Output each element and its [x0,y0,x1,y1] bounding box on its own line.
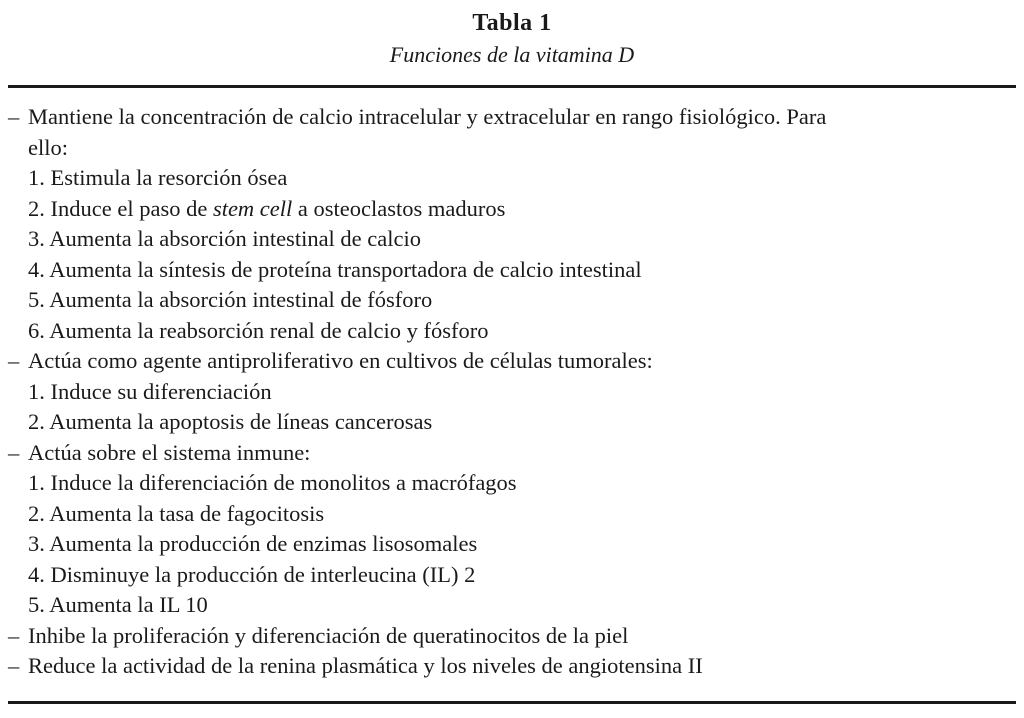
top-rule [8,85,1016,88]
table-body [8,102,1008,682]
list-item: 1. Induce su diferenciación [28,378,272,404]
list-item [8,194,1008,225]
list-item-italic-term: stem cell [212,195,293,221]
list-item: 4. Disminuye la producción de interleucina (IL) 2 [28,561,476,587]
list-item: 6. Aumenta la reabsorción renal de calcio y fósforo [28,317,489,343]
section-heading-text: Actúa como agente antiproliferativo en cultivos de células tumorales: [28,348,653,373]
dash-marker: – [8,104,20,129]
dash-marker: – [8,622,20,648]
table-title: Tabla 1 [472,10,552,36]
list-item-text: 2. Induce el paso de [28,195,208,221]
list-item: 4. Aumenta la síntesis de proteína transportadora de calcio intestinal [28,256,642,282]
section-heading-continuation: ello: [28,134,68,160]
table-subtitle: Funciones de la vitamina D [389,42,635,67]
list-item: 5. Aumenta la absorción intestinal de fósforo [28,287,433,312]
list-item: 5. Aumenta la IL 10 [28,592,208,617]
section-heading-text: Inhibe la proliferación y diferenciación de queratinocitos de la piel [28,622,629,648]
section-heading-text: Reduce la actividad de la renina plasmática y los niveles de angiotensina II [28,653,703,678]
section-heading-text: Mantiene la concentración de calcio intracelular y extracelular en rango fisiológico. Para [28,104,827,129]
list-item: 1. Estimula la resorción ósea [28,165,288,190]
list-item: 2. Aumenta la tasa de fagocitosis [28,500,325,526]
dash-marker: – [8,439,20,465]
section-heading [8,102,1008,133]
section-heading [8,438,1008,469]
list-item: 1. Induce la diferenciación de monolitos a macrófagos [28,470,517,495]
bottom-rule [8,701,1016,704]
list-item: 3. Aumenta la producción de enzimas lisosomales [28,531,478,556]
section-heading [8,346,1008,377]
section-heading [8,651,1008,682]
dash-marker: – [8,348,20,373]
list-item: 2. Aumenta la apoptosis de líneas cancerosas [28,409,433,434]
section-heading [8,621,1008,652]
list-item: 3. Aumenta la absorción intestinal de calcio [28,226,422,251]
section-heading-text: Actúa sobre el sistema inmune: [28,439,311,465]
list-item-text-tail: a osteoclastos maduros [297,195,506,221]
dash-marker: – [8,653,20,678]
